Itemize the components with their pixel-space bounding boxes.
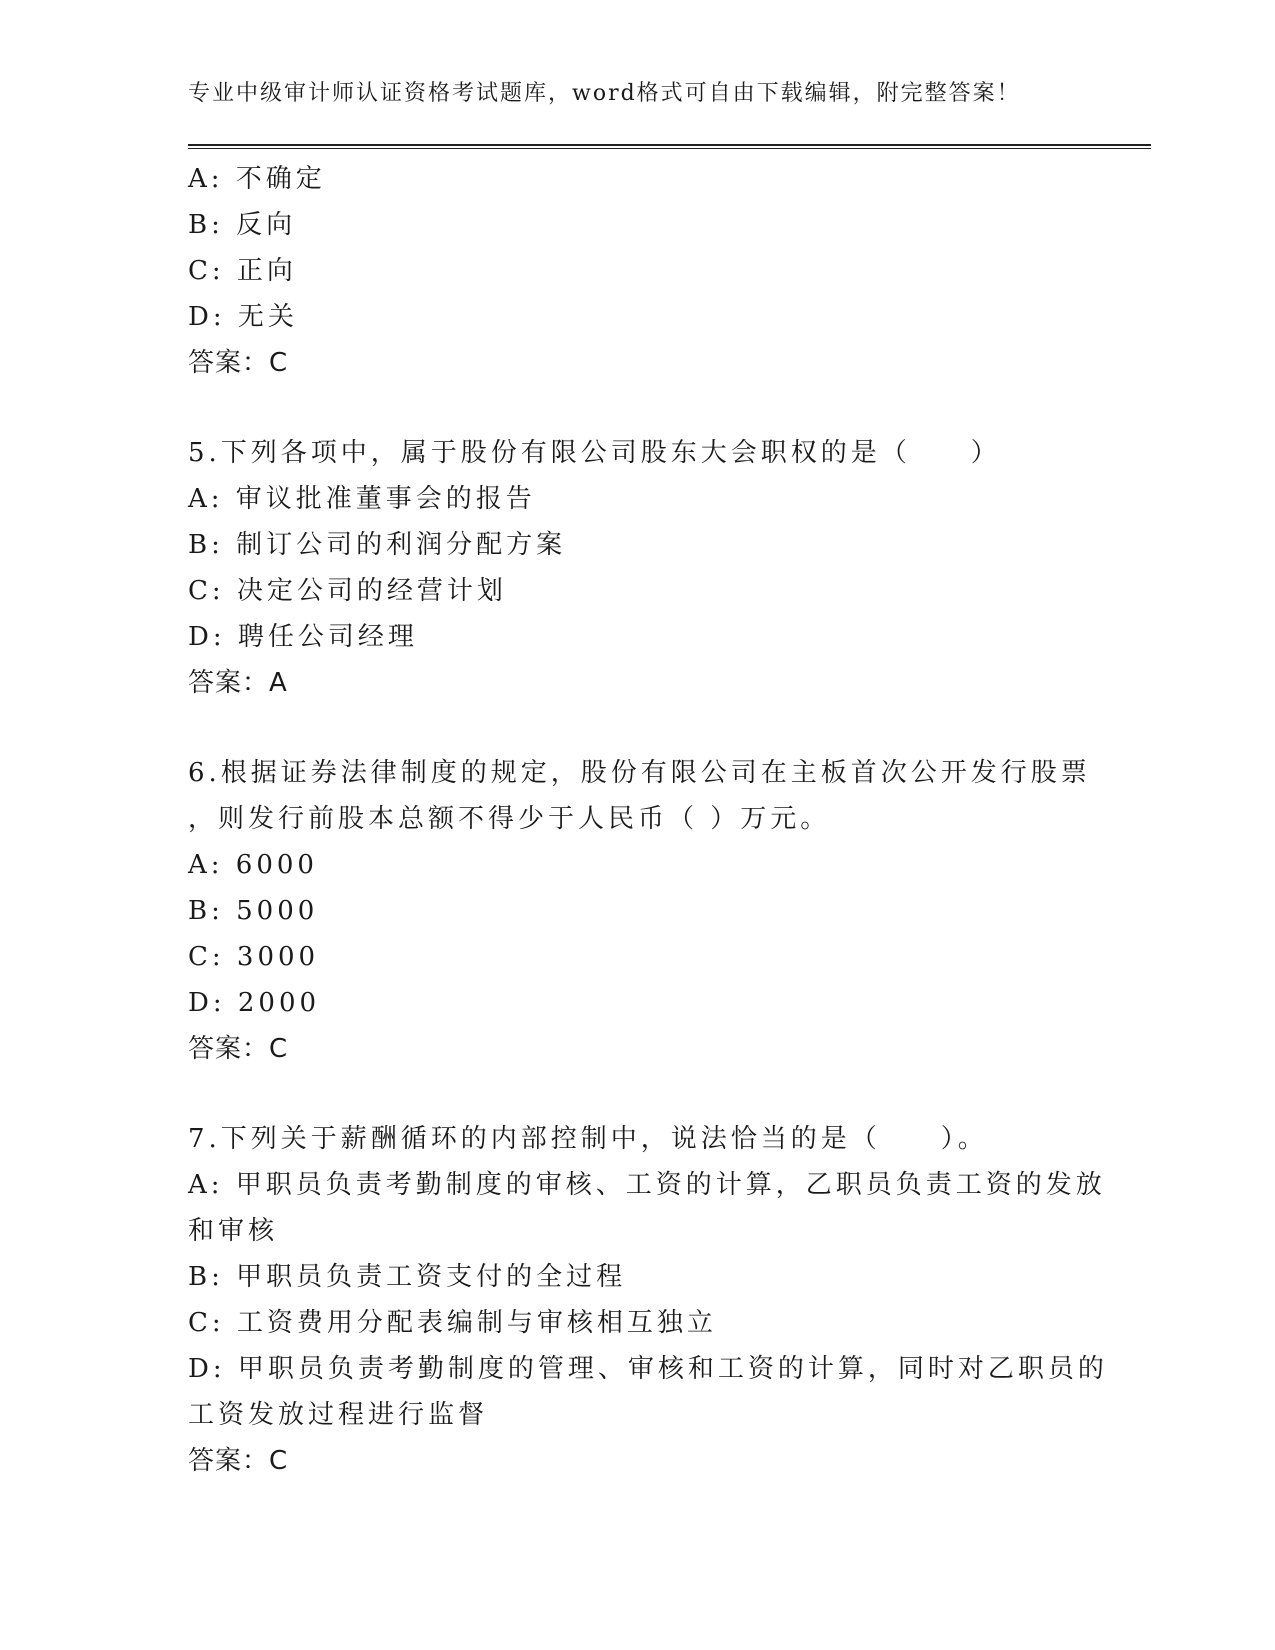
- option-text: C: 决定公司的经营计划: [188, 576, 507, 606]
- option-text: B: 5000: [188, 896, 319, 926]
- answer-text: 答案：C: [188, 1446, 289, 1476]
- option-text: D: 2000: [188, 988, 321, 1018]
- option-text: D: 甲职员负责考勤制度的管理、审核和工资的计算，同时对乙职员的: [188, 1354, 1108, 1384]
- option-text: A: 审议批准董事会的报告: [188, 484, 536, 514]
- question-spacer: [188, 706, 1088, 750]
- question-block: [188, 430, 1088, 706]
- question-spacer: [188, 1072, 1088, 1116]
- option-text: 工资发放过程进行监督: [188, 1400, 489, 1430]
- option-text: C: 工资费用分配表编制与审核相互独立: [188, 1308, 717, 1338]
- option-text: B: 反向: [188, 210, 297, 240]
- option-text: D: 聘任公司经理: [188, 622, 418, 652]
- question-list: [188, 156, 1108, 1484]
- page-header: 专业中级审计师认证资格考试题库，word格式可自由下载编辑，附完整答案！: [188, 81, 1021, 106]
- option-text: B: 制订公司的利润分配方案: [188, 530, 567, 560]
- option-text: B: 甲职员负责工资支付的全过程: [188, 1262, 627, 1292]
- option-text: C: 3000: [188, 942, 320, 972]
- question-text: 5.下列各项中，属于股份有限公司股东大会职权的是（ ）: [188, 438, 1001, 468]
- option-text: D: 无关: [188, 302, 298, 332]
- header-divider: [188, 144, 1151, 149]
- question-text: 6.根据证券法律制度的规定，股份有限公司在主板首次公开发行股票: [188, 758, 1091, 788]
- question-block: [188, 750, 1091, 1072]
- option-text: A: 6000: [188, 850, 318, 880]
- question-spacer: [188, 386, 1088, 430]
- option-text: A: 甲职员负责考勤制度的审核、工资的计算，乙职员负责工资的发放: [188, 1170, 1106, 1200]
- answer-text: 答案：C: [188, 348, 289, 378]
- question-block: [188, 1116, 1108, 1484]
- option-text: 和审核: [188, 1216, 279, 1246]
- question-text: ，则发行前股本总额不得少于人民币（ ）万元。: [188, 804, 831, 834]
- answer-text: 答案：C: [188, 1034, 289, 1064]
- option-text: A: 不确定: [188, 164, 326, 194]
- question-block: [188, 156, 1088, 386]
- question-text: 7.下列关于薪酬循环的内部控制中，说法恰当的是（ ）。: [188, 1124, 988, 1154]
- option-text: C: 正向: [188, 256, 297, 286]
- answer-text: 答案：A: [188, 668, 288, 698]
